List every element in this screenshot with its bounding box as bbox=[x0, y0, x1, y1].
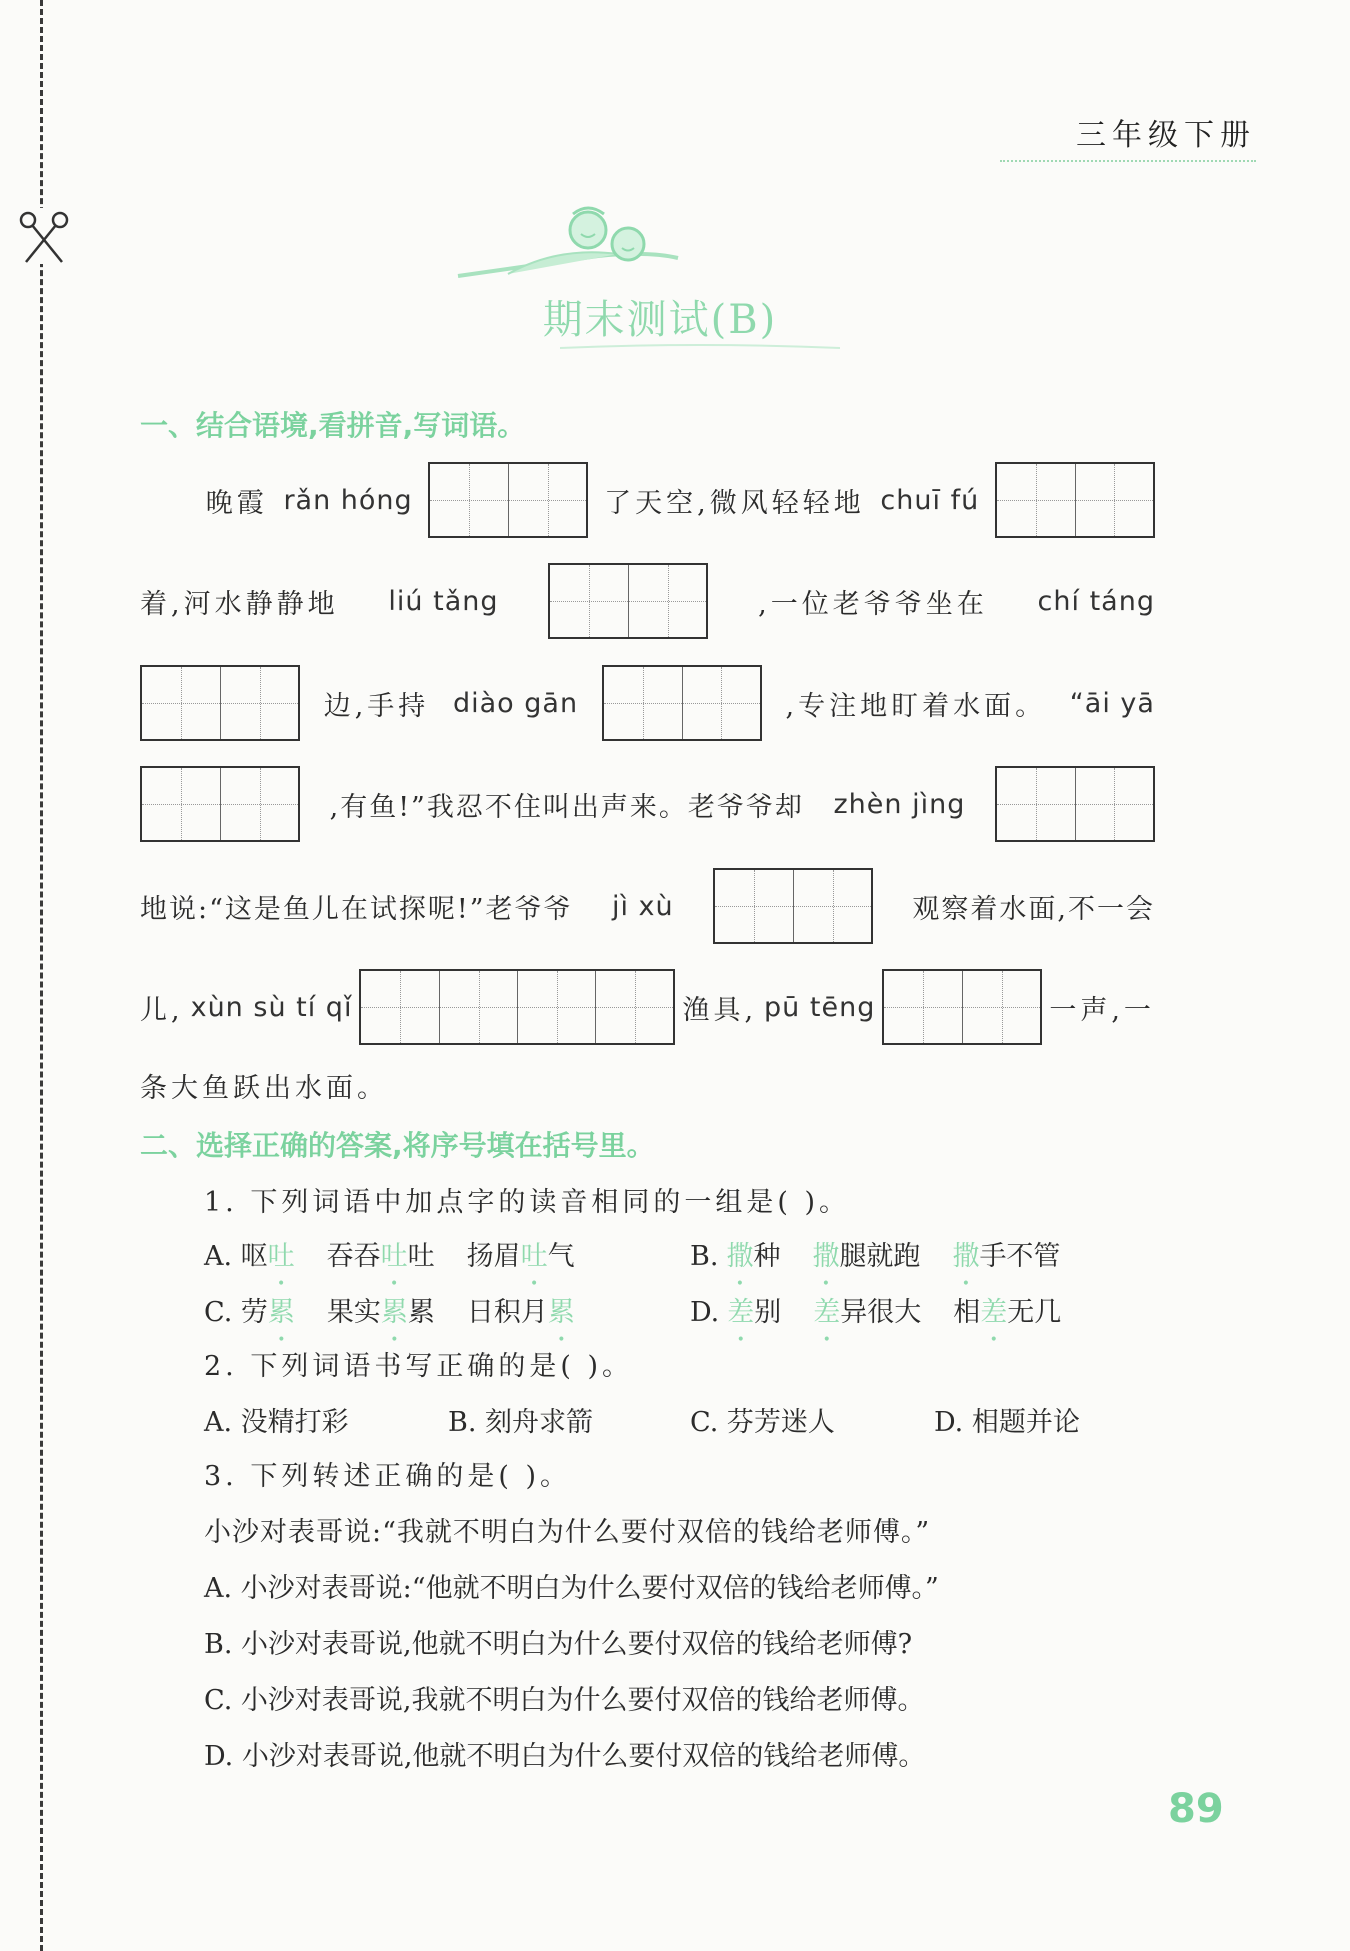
box-cell[interactable] bbox=[604, 667, 682, 739]
title-underline bbox=[560, 342, 840, 352]
section-one-heading: 一、结合语境,看拼音,写词语。 bbox=[140, 409, 526, 442]
answer-box[interactable] bbox=[140, 766, 300, 842]
fill-line-5: 地说:“这是鱼儿在试探呢!”老爷爷 jì xù 观察着水面,不一会 bbox=[140, 866, 1155, 946]
answer-box[interactable] bbox=[140, 665, 300, 741]
box-cell[interactable] bbox=[517, 971, 595, 1043]
answer-box[interactable] bbox=[713, 868, 873, 944]
q1-option-d[interactable]: D. 差别 差异很大 相差无几 bbox=[690, 1297, 1062, 1328]
q2-option-c[interactable]: C. 芬芳迷人 bbox=[690, 1407, 835, 1438]
box-cell[interactable] bbox=[220, 768, 298, 840]
q3-option-b[interactable]: B. 小沙对表哥说,他就不明白为什么要付双倍的钱给老师傅? bbox=[204, 1629, 913, 1660]
page-number: 89 bbox=[1168, 1786, 1224, 1832]
fill-line-4: ,有鱼!”我忍不住叫出声来。老爷爷却 zhèn jìng bbox=[140, 764, 1155, 844]
answer-box[interactable] bbox=[428, 462, 588, 538]
box-cell[interactable] bbox=[508, 464, 586, 536]
q2-option-b[interactable]: B. 刻舟求箭 bbox=[448, 1407, 594, 1438]
question-2-stem: 2. 下列词语书写正确的是( )。 bbox=[204, 1351, 633, 1382]
answer-box[interactable] bbox=[359, 969, 675, 1045]
answer-box[interactable] bbox=[602, 665, 762, 741]
answer-box[interactable] bbox=[995, 766, 1155, 842]
q1-option-b[interactable]: B. 撒种 撒腿就跑 撒手不管 bbox=[690, 1241, 1061, 1272]
q1-option-c[interactable]: C. 劳累 果实累累 日积月累 bbox=[204, 1297, 575, 1328]
box-cell[interactable] bbox=[1075, 464, 1153, 536]
answer-box[interactable] bbox=[995, 462, 1155, 538]
question-3-stem: 3. 下列转述正确的是( )。 bbox=[204, 1461, 571, 1492]
box-cell[interactable] bbox=[962, 971, 1040, 1043]
page-title: 期末测试(B) bbox=[542, 297, 778, 343]
fill-line-1: 晚霞 rǎn hóng 了天空,微风轻轻地 chuī fú bbox=[140, 460, 1155, 540]
box-cell[interactable] bbox=[361, 971, 439, 1043]
q3-option-a[interactable]: A. 小沙对表哥说:“他就不明白为什么要付双倍的钱给老师傅。” bbox=[204, 1573, 939, 1604]
q3-option-c[interactable]: C. 小沙对表哥说,我就不明白为什么要付双倍的钱给老师傅。 bbox=[204, 1685, 925, 1716]
section-two-heading: 二、选择正确的答案,将序号填在括号里。 bbox=[140, 1129, 655, 1162]
question-1-stem: 1. 下列词语中加点字的读音相同的一组是( )。 bbox=[204, 1187, 850, 1218]
q3-option-d[interactable]: D. 小沙对表哥说,他就不明白为什么要付双倍的钱给老师傅。 bbox=[204, 1741, 926, 1772]
box-cell[interactable] bbox=[997, 464, 1075, 536]
box-cell[interactable] bbox=[793, 870, 871, 942]
box-cell[interactable] bbox=[884, 971, 962, 1043]
box-cell[interactable] bbox=[595, 971, 673, 1043]
box-cell[interactable] bbox=[439, 971, 517, 1043]
box-cell[interactable] bbox=[430, 464, 508, 536]
children-decoration-icon bbox=[448, 196, 688, 296]
q2-option-d[interactable]: D. 相题并论 bbox=[934, 1407, 1080, 1438]
fill-line-2: 着,河水静静地 liú tǎng ,一位老爷爷坐在 chí táng bbox=[140, 561, 1155, 641]
box-cell[interactable] bbox=[142, 768, 220, 840]
answer-box[interactable] bbox=[548, 563, 708, 639]
grade-label: 三年级下册 bbox=[1000, 110, 1256, 162]
box-cell[interactable] bbox=[997, 768, 1075, 840]
box-cell[interactable] bbox=[550, 565, 628, 637]
fill-line-3: 边,手持 diào gān ,专注地盯着水面。 “āi yā bbox=[140, 663, 1155, 743]
fill-line-7: 条大鱼跃出水面。 bbox=[140, 1073, 388, 1104]
scissors-icon bbox=[16, 208, 72, 264]
fill-line-6: 儿, xùn sù tí qǐ 渔具, pū tēng 一声,一 bbox=[140, 967, 1155, 1047]
box-cell[interactable] bbox=[682, 667, 760, 739]
question-3-quote: 小沙对表哥说:“我就不明白为什么要付双倍的钱给老师傅。” bbox=[204, 1517, 931, 1548]
cut-line bbox=[40, 0, 43, 1951]
box-cell[interactable] bbox=[1075, 768, 1153, 840]
q2-option-a[interactable]: A. 没精打彩 bbox=[204, 1407, 349, 1438]
box-cell[interactable] bbox=[628, 565, 706, 637]
box-cell[interactable] bbox=[142, 667, 220, 739]
box-cell[interactable] bbox=[715, 870, 793, 942]
box-cell[interactable] bbox=[220, 667, 298, 739]
q1-option-a[interactable]: A. 呕吐 吞吞吐吐 扬眉吐气 bbox=[204, 1241, 575, 1272]
answer-box[interactable] bbox=[882, 969, 1042, 1045]
